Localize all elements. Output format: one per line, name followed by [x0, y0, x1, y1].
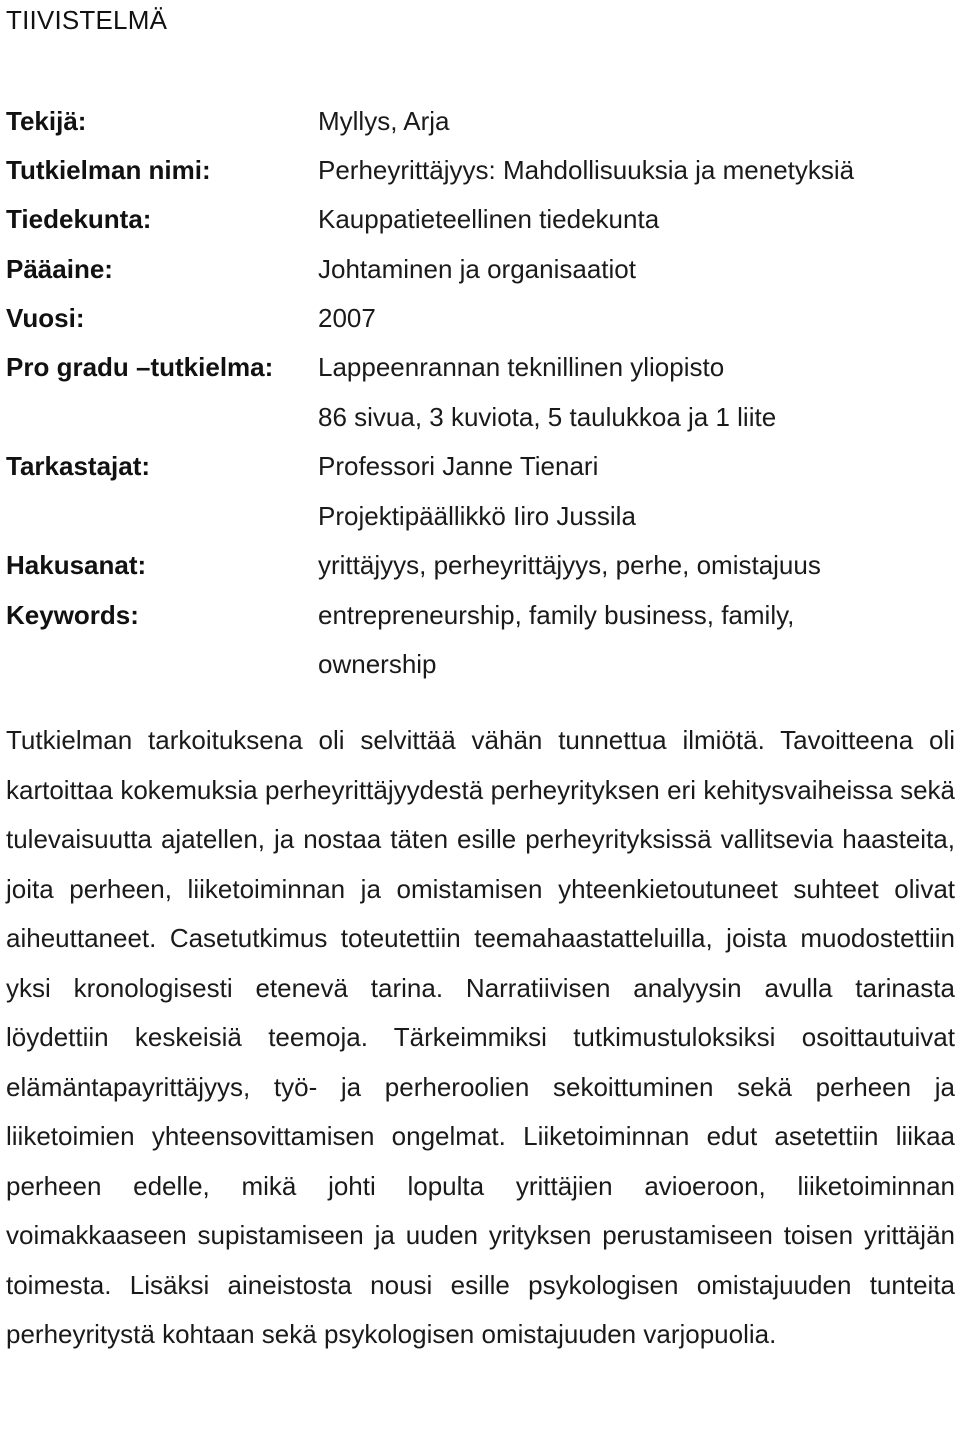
- keywords-value-line1: entrepreneurship, family business, family,: [318, 600, 795, 630]
- author-value: Myllys, Arja: [318, 106, 450, 136]
- faculty-label: Tiedekunta:: [6, 204, 152, 234]
- major-label: Pääaine:: [6, 254, 113, 284]
- keywords-value-line2: ownership: [318, 649, 437, 679]
- thesis-name-value: Perheyrittäjyys: Mahdollisuuksia ja menetyksiä: [318, 155, 855, 185]
- meta-row-examiners-cont: [6, 496, 956, 536]
- meta-row-keywords-cont: [6, 644, 956, 684]
- keywords-label: Keywords:: [6, 600, 139, 630]
- meta-row-examiners: [6, 446, 956, 486]
- thesis-type-value: Lappeenrannan teknillinen yliopisto: [318, 352, 725, 382]
- author-label: Tekijä:: [6, 106, 87, 136]
- thesis-type-label: Pro gradu –tutkielma:: [6, 352, 274, 382]
- meta-row-major: [6, 249, 956, 289]
- search-terms-value: yrittäjyys, perheyrittäjyys, perhe, omistajuus: [318, 550, 821, 580]
- examiner-1-value: Professori Janne Tienari: [318, 451, 599, 481]
- examiner-2-value: Projektipäällikkö Iiro Jussila: [318, 501, 636, 531]
- search-terms-label: Hakusanat:: [6, 550, 147, 580]
- document-page: [6, 0, 956, 1430]
- year-label: Vuosi:: [6, 303, 85, 333]
- thesis-name-label: Tutkielman nimi:: [6, 155, 211, 185]
- abstract-paragraph: Tutkielman tarkoituksena oli selvittää vähän tunnettua ilmiötä. Tavoitteena oli kartoittaa kokemuksia perheyrittäjyydestä perheyrityksen eri kehitysvaiheissa sekä tulevaisuutta ajatellen, ja nostaa täten esille perheyrityksissä vallitsevia haasteita, joita perheen, liiketoiminnan ja omistamisen yhteenkietoutuneet suhteet olivat aiheuttaneet. Casetutkimus toteutettiin teemahaastatteluilla, joista muodostettiin yksi kronologisesti etenevä tarina. Narratiivisen analyysin avulla tarinasta löydettiin keskeisiä teemoja. Tärkeimmiksi tutkimustuloksiksi osoittautuivat elämäntapayrittäjyys, työ- ja perheroolien sekoittuminen sekä perheen ja liiketoimien yhteensovittamisen ongelmat. Liiketoiminnan edut asetettiin liikaa perheen edelle, mikä johti lopulta yrittäjien avioeroon, liiketoiminnan voimakkaaseen supistamiseen ja uuden yrityksen perustamiseen toisen yrittäjän toimesta. Lisäksi aineistosta nousi esille psykologisen omistajuuden tunteita perheyritystä kohtaan sekä psykologisen omistajuuden varjopuolia.: [6, 725, 955, 1349]
- meta-row-extent: [6, 397, 956, 437]
- meta-row-thesis-type: [6, 347, 956, 387]
- major-value: Johtaminen ja organisaatiot: [318, 254, 636, 284]
- meta-row-keywords: [6, 595, 956, 635]
- meta-row-faculty: [6, 199, 956, 239]
- meta-row-search-terms: [6, 545, 956, 585]
- extent-value: 86 sivua, 3 kuviota, 5 taulukkoa ja 1 liite: [318, 402, 777, 432]
- examiners-label: Tarkastajat:: [6, 451, 151, 481]
- year-value: 2007: [318, 303, 376, 333]
- meta-row-author: [6, 101, 956, 141]
- faculty-value: Kauppatieteellinen tiedekunta: [318, 204, 660, 234]
- meta-row-thesis-name: [6, 150, 956, 190]
- meta-row-year: [6, 298, 956, 338]
- document-title: TIIVISTELMÄ: [6, 5, 168, 35]
